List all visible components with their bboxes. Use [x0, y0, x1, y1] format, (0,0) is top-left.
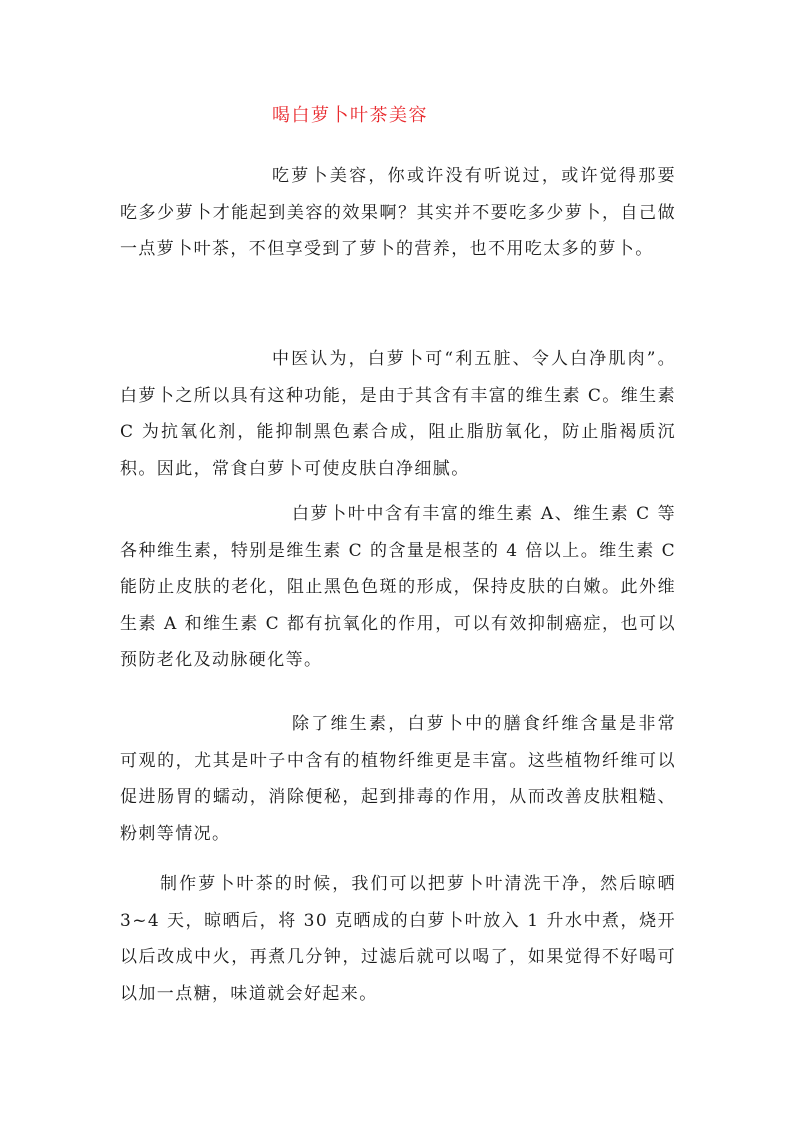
paragraph-dietary-fiber: 除了维生素，白萝卜中的膳食纤维含量是非常可观的，尤其是叶子中含有的植物纤维更是丰富。这些植物纤维可以促进肠胃的蠕动，消除便秘，起到排毒的作用，从而改善皮肤粗糙、粉刺等情况。	[120, 714, 676, 844]
paragraph-preparation: 制作萝卜叶茶的时候，我们可以把萝卜叶清洗干净，然后晾晒 3~4 天，晾晒后，将 30 克晒成的白萝卜叶放入 1 升水中煮，烧开以后改成中火，再煮几分钟，过滤后就可以喝了，如果觉得不好喝可以加一点糖，味道就会好起来。	[120, 874, 676, 1004]
paragraph-intro: 吃萝卜美容，你或许没有听说过，或许觉得那要吃多少萝卜才能起到美容的效果啊？其实并不要吃多少萝卜，自己做一点萝卜叶茶，不但享受到了萝卜的营养，也不用吃太多的萝卜。	[120, 166, 676, 259]
paragraph-leaf-vitamins: 白萝卜叶中含有丰富的维生素 A、维生素 C 等各种维生素，特别是维生素 C 的含量是根茎的 4 倍以上。维生素 C 能防止皮肤的老化，阻止黑色色斑的形成，保持皮肤的白嫩。此外维生素 A 和维生素 C 都有抗氧化的作用，可以有效抑制癌症，也可以预防老化及动脉硬化等。	[120, 504, 676, 670]
paragraph-tcm-view: 中医认为，白萝卜可“利五脏、令人白净肌肉”。白萝卜之所以具有这种功能，是由于其含有丰富的维生素 C。维生素 C 为抗氧化剂，能抑制黑色素合成，阻止脂肪氧化，防止脂褐质沉积。因此，常食白萝卜可使皮肤白净细腻。	[120, 349, 676, 479]
document-title: 喝白萝卜叶茶美容	[272, 105, 428, 126]
